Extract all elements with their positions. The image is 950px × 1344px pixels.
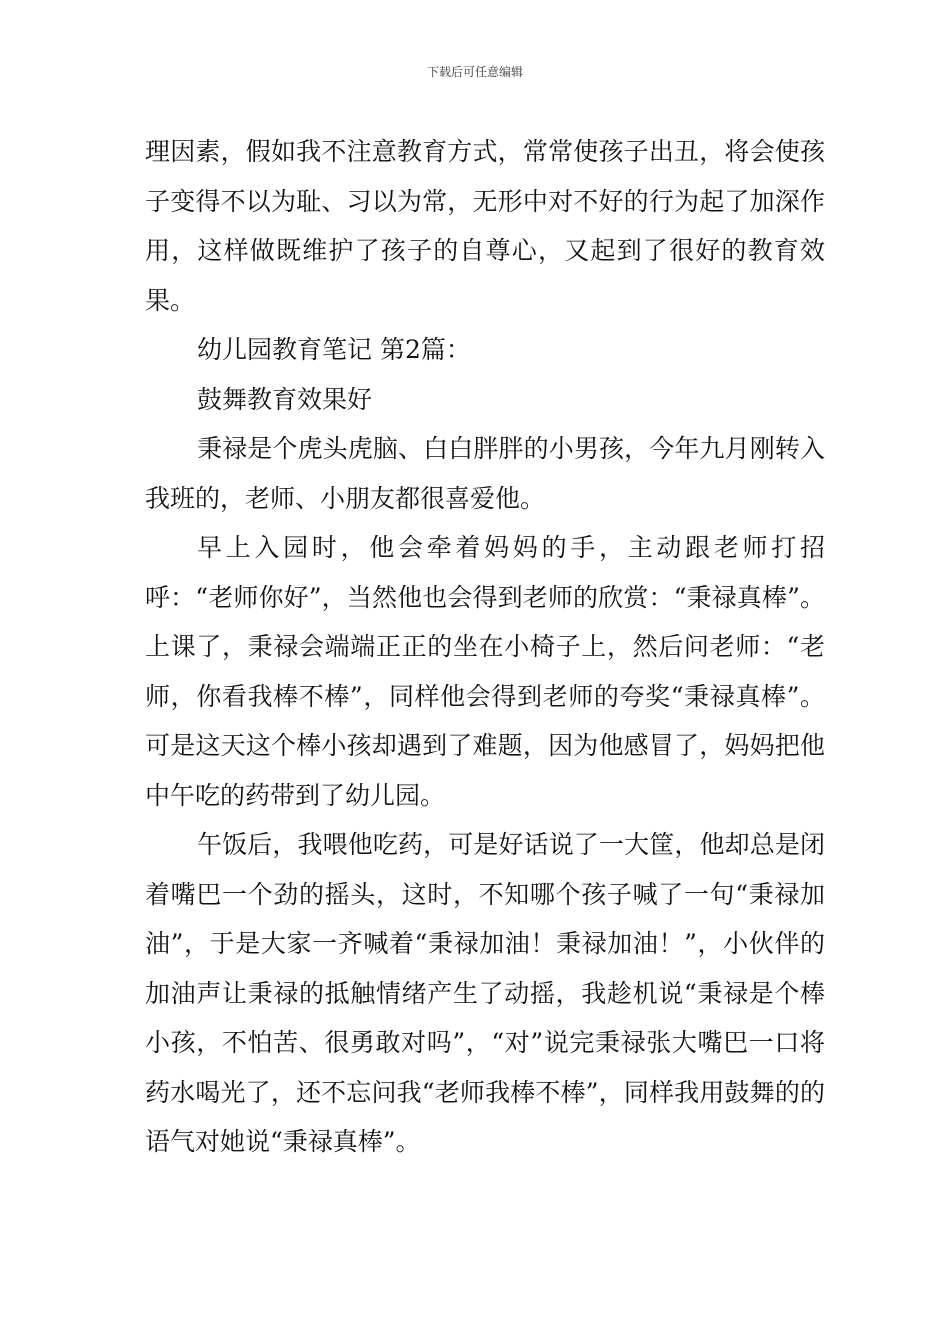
- document-body: [145, 127, 825, 1167]
- article-title: 鼓舞教育效果好: [197, 384, 373, 414]
- paragraph-medicine: 午饭后，我喂他吃药，可是好话说了一大筐，他却总是闭着嘴巴一个劲的摇头，这时，不知哪个孩子喊了一句“秉禄加油”，于是大家一齐喊着“秉禄加油！秉禄加油！”，小伙伴的加油声让秉禄的抵触情绪产生了动摇，我趁机说“秉禄是个棒小孩，不怕苦、很勇敢对吗”，“对”说完秉禄张大嘴巴一口将药水喝光了，还不忘问我“老师我棒不棒”，同样我用鼓舞的的语气对她说“秉禄真棒”。: [145, 830, 825, 1156]
- paragraph-morning: 早上入园时，他会牵着妈妈的手，主动跟老师打招呼：“老师你好”，当然他也会得到老师的欣赏：“秉禄真棒”。上课了，秉禄会端端正正的坐在小椅子上，然后问老师：“老师，你看我棒不棒”，同样他会得到老师的夸奖“秉禄真棒”。可是这天这个棒小孩却遇到了难题，因为他感冒了，妈妈把他中午吃的药带到了幼儿园。: [145, 533, 825, 810]
- paragraph-continued: 理因素，假如我不注意教育方式，常常使孩子出丑，将会使孩子变得不以为耻、习以为常，无形中对不好的行为起了加深作用，这样做既维护了孩子的自尊心，又起到了很好的教育效果。: [145, 137, 825, 315]
- page-header: 下载后可任意编辑: [426, 65, 523, 79]
- section-heading: 幼儿园教育笔记 第2篇：: [197, 335, 471, 364]
- paragraph-intro: 秉禄是个虎头虎脑、白白胖胖的小男孩，今年九月刚转入我班的，老师、小朋友都很喜爱他。: [145, 434, 825, 513]
